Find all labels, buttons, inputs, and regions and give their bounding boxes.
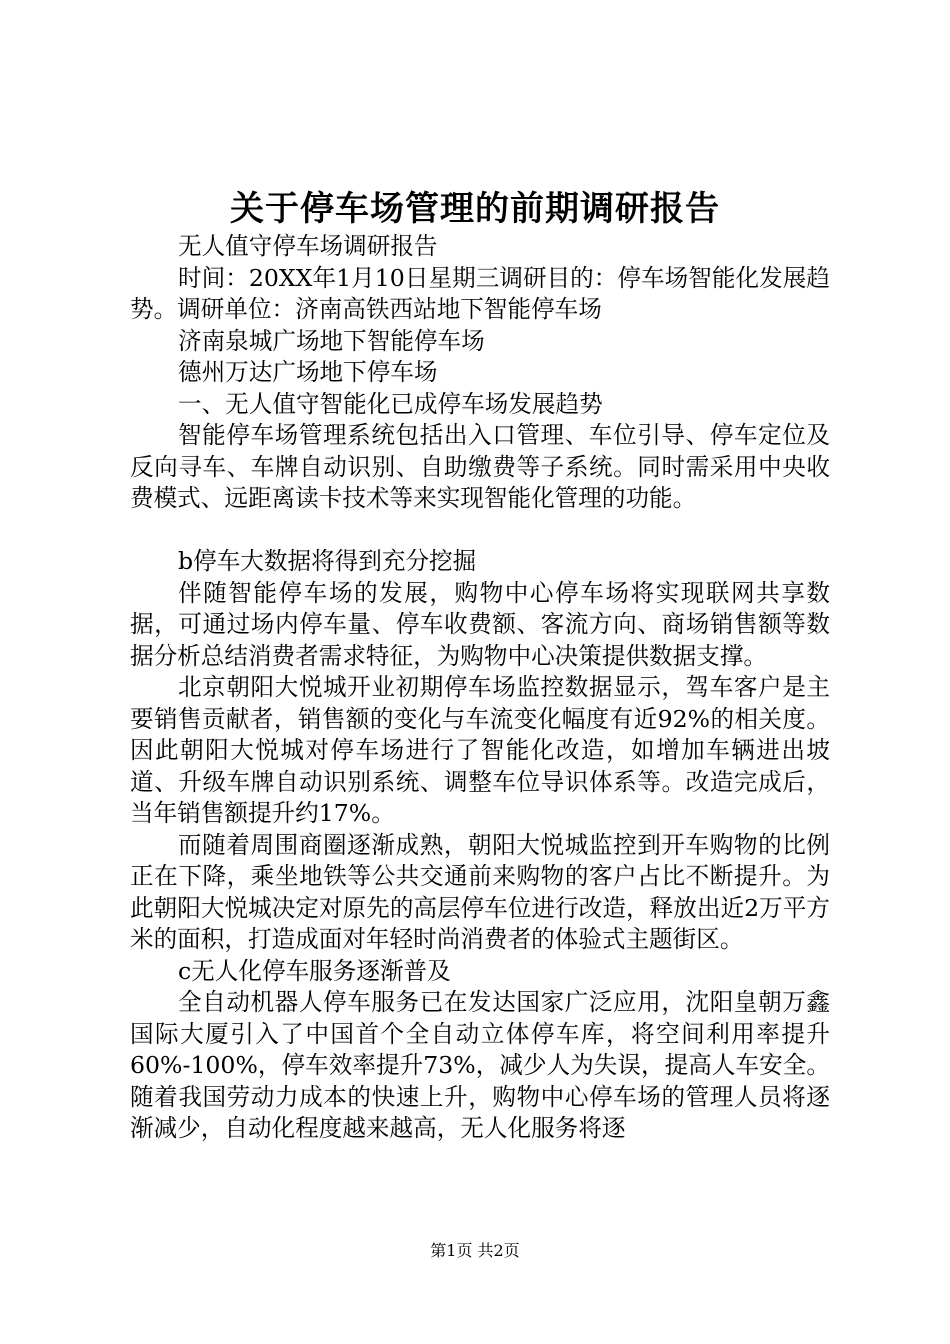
section-heading-b: b停车大数据将得到充分挖掘 — [178, 547, 477, 575]
paragraph-location-2: 济南泉城广场地下智能停车场 — [178, 326, 485, 355]
paragraph-survey-info: 时间：20XX年1月10日星期三调研目的：停车场智能化发展趋势。调研单位：济南高铁西站地下智能停车场 — [130, 263, 830, 323]
document-title: 关于停车场管理的前期调研报告 — [230, 189, 720, 229]
page-indicator: 第1页 共2页 — [430, 1241, 520, 1260]
paragraph-big-data: 伴随智能停车场的发展，购物中心停车场将实现联网共享数据，可通过场内停车量、停车收费额、客流方向、商场销售额等数据分析总结消费者需求特征，为购物中心决策提供数据支撑。 — [130, 578, 830, 670]
paragraph-subtitle: 无人值守停车场调研报告 — [178, 232, 438, 260]
paragraph-location-3: 德州万达广场地下停车场 — [178, 358, 438, 386]
paragraph-robot-parking: 全自动机器人停车服务已在发达国家广泛应用，沈阳皇朝万鑫国际大厦引入了中国首个全自动立体停车库，将空间利用率提升60%-100%，停车效率提升73%，减少人为失误，提高人车安全。随着我国劳动力成本的快速上升，购物中心停车场的管理人员将逐渐减少，自动化程度越来越高，无人化服务将逐 — [130, 988, 830, 1142]
section-heading-c: c无人化停车服务逐渐普及 — [178, 956, 451, 985]
paragraph-joycity-renovation: 而随着周围商圈逐渐成熟，朝阳大悦城监控到开车购物的比例正在下降，乘坐地铁等公共交通前来购物的客户占比不断提升。为此朝阳大悦城决定对原先的高层停车位进行改造，释放出近2万平方米的面积，打造成面对年轻时尚消费者的体验式主题街区。 — [130, 830, 830, 953]
paragraph-smart-system: 智能停车场管理系统包括出入口管理、车位引导、停车定位及反向寻车、车牌自动识别、自助缴费等子系统。同时需采用中央收费模式、远距离读卡技术等来实现智能化管理的功能。 — [130, 421, 830, 512]
document-body — [130, 231, 830, 1145]
section-heading-1: 一、无人值守智能化已成停车场发展趋势 — [178, 389, 603, 418]
paragraph-joycity-monitoring: 北京朝阳大悦城开业初期停车场监控数据显示，驾车客户是主要销售贡献者，销售额的变化与车流变化幅度有近92%的相关度。因此朝阳大悦城对停车场进行了智能化改造，如增加车辆进出坡道、升级车牌自动识别系统、调整车位导识体系等。改造完成后，当年销售额提升约17%。 — [130, 673, 830, 827]
